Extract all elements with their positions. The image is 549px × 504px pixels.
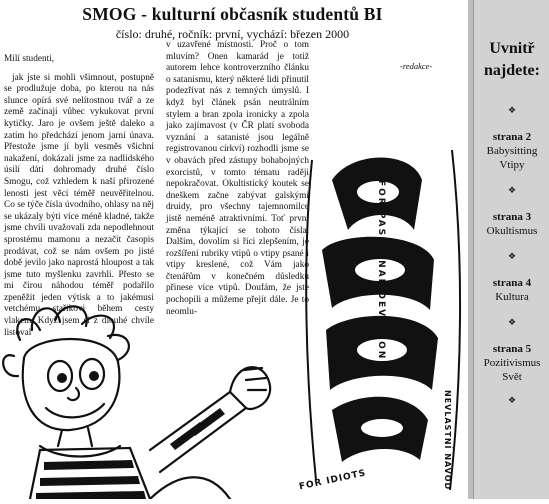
graffiti-text-vertical: FOR PASSIONAL DEVOTION xyxy=(376,180,386,361)
article-text-2: v uzavřené místnosti. Proč o tom mluvím? Onen kamarád je totiž autorem lehce kontroverzního článku o satanismu, který některé lidi přinutil podezřívat nás z temných úmyslů. I když byl článek psán neutrálním stylem a bran zpola ironicky a zpola jako zajímavost (v ČR platí svoboda vyznání a satanisté jsou legálně registrovanou církví) rozhodli jsme se v obavách před zástupy bohabojných exorcistů, v tomto tématu raději nepokračovat. Okultistický koutek se dneškem začne zabývat galskými druidy, pro všechny tajemnomilce jistě neméně atraktivními. Toť první změna týkající se tohoto čísla. Dalším, dovolím si říci zlepšením, je rozšíření rubriky vtipů o vtipy psané i vtipy kreslené, což Vám jako čtenářům v konečném důsledku přinese více vtipů. Doufám, že jste pochopili a můžeme přejít dále. Je to neomlu- xyxy=(166,40,309,317)
page-topics: Babysitting Vtipy xyxy=(486,145,538,171)
page-number: strana 3 xyxy=(492,211,532,223)
page-topics: Kultura xyxy=(495,291,529,303)
issue-info: číslo: druhé, ročník: první, vychází: březen 2000 xyxy=(115,27,350,41)
article-column-1 xyxy=(4,54,154,339)
ornament-icon: ❖ xyxy=(507,185,517,195)
masthead xyxy=(0,4,465,42)
article-greeting: Milí studenti, xyxy=(4,54,55,64)
page-number: strana 4 xyxy=(492,277,532,289)
contents-entry xyxy=(474,130,549,172)
ornament-icon: ❖ xyxy=(507,317,517,327)
page-title: SMOG - kulturní občasník studentů BI xyxy=(82,4,383,24)
graffiti-text-side: NEVLASTNÍ NÁVOD xyxy=(443,390,452,491)
graffiti-illustration xyxy=(298,140,467,499)
ornament-icon: ❖ xyxy=(507,105,517,115)
contents-sidebar xyxy=(468,0,549,499)
editorial-signature: -redakce- xyxy=(400,61,433,71)
contents-title: Uvnitř najdete: xyxy=(484,40,540,79)
contents-entry xyxy=(474,342,549,384)
contents-entry xyxy=(474,210,549,238)
contents-panel xyxy=(473,0,549,499)
contents-entry xyxy=(474,276,549,304)
page-topics: Pozitivismus Svět xyxy=(483,357,541,383)
page-topics: Okultismus xyxy=(486,225,538,237)
ornament-icon: ❖ xyxy=(507,251,517,261)
cartoon-character-illustration xyxy=(0,300,300,499)
ornament-icon: ❖ xyxy=(507,395,517,405)
page-number: strana 2 xyxy=(492,131,532,143)
article-column-2 xyxy=(166,40,309,318)
graffiti-text-bottom: FOR IDIOTS xyxy=(298,468,368,493)
article-text-1: jak jste si mohli všimnout, postupně se prodlužuje doba, po kterou na nás slunce opírá své nelítostnou tvář a ze země začínají vůbec vykukovat první kytičky. Jaro je ovšem ještě daleko a zatím ho předchází jenom jarní únava. Přestože jsme jí byli vesměs všichni nakažení, dokázali jsme za nadlidského úsilí dáti dohromady druhé číslo Smogu, což vzhledem k naší přirozené lenosti jest věcí téměř neuvěřitelnou. Co se týče čísla úvodního, ohlasy na něj se ukázaly býti více méně kladné, takže jsme chvíli uvažovali zda nepodlehnout sprostému mamonu a nezačít časopis prodávat, což se nám ovšem po jisté době jevilo jako naprostá hloupost a tak jsme tuto myšlenku zavrhli. Přesto se mi čirou náhodou téměř podařilo zpeněžit jeden výtisk a to jakémusi vetchému stařikovi během cesty vlakem. Když jsem si z dlouhé chvíle listoval xyxy=(4,72,154,338)
page-number: strana 5 xyxy=(492,343,532,355)
